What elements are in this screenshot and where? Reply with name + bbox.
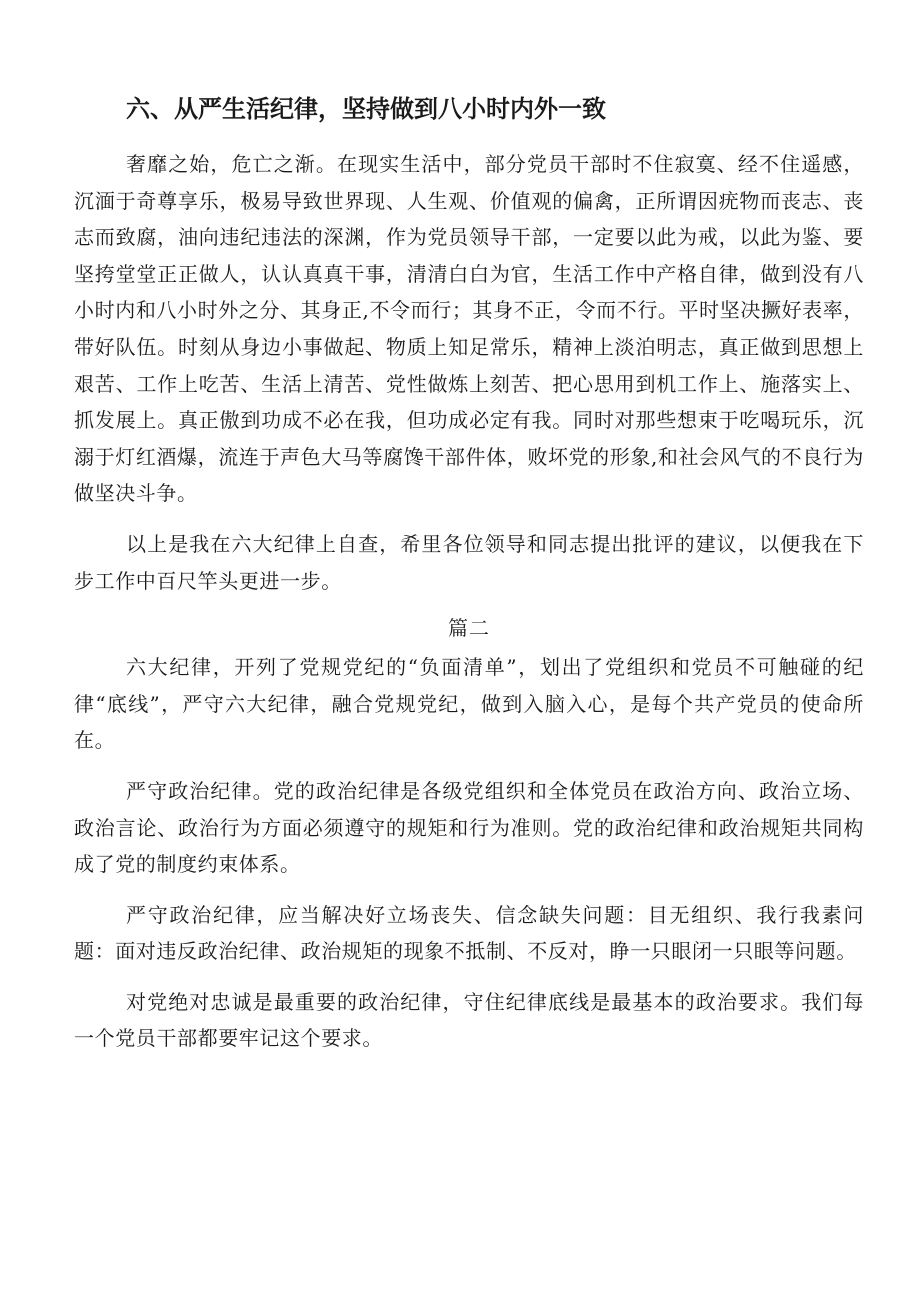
document-body (74, 92, 864, 1071)
paragraph: 以上是我在六大纪律上自查，希里各位领导和同志提出批评的建议，以便我在下步工作中百尺竿头更进一步。 (74, 531, 864, 593)
paragraph: 严守政治纪律，应当解决好立场丧失、信念缺失问题：目无组织、我行我素问题：面对违反政治纪律、政治规矩的现象不抵制、不反对，睁一只眼闭一只眼等问题。 (74, 902, 864, 964)
section-heading: 六、从严生活纪律，坚持做到八小时内外一致 (126, 95, 606, 123)
paragraph: 对党绝对忠诚是最重要的政治纪律，守住纪律底线是最基本的政治要求。我们每一个党员干部都要牢记这个要求。 (74, 989, 864, 1051)
part-title: 篇二 (448, 616, 490, 641)
paragraph: 奢靡之始，危亡之渐。在现实生活中，部分党员干部时不住寂寞、经不住遥感，沉湎于奇尊享乐，极易导致世界现、人生观、价值观的偏禽，正所谓因疣物而丧志、丧志而致腐，油向违纪违法的深渊，作为党员领导干部，一定要以此为戒，以此为鉴、要坚挎堂堂正正做人，认认真真干事，清清白白为官，生活工作中产格自律，做到没有八小时内和八小时外之分、其身正,不令而行；其身不正，令而不行。平时坚决撅好表率，带好队伍。时刻从身边小事做起、物质上知足常乐，精神上淡泊明志，真正做到思想上艰苦、工作上吃苦、生活上清苦、党性做炼上刻苦、把心思用到机工作上、施落实上、抓发展上。真正傲到功成不必在我，但功成必定有我。同时对那些想束于吃喝玩乐，沉溺于灯红酒爆，流连于声色大马等腐馋干部件体，败坏党的形象,和社会风气的不良行为做坚决斗争。 (74, 152, 864, 506)
paragraph: 六大纪律，开列了党规党纪的“负面清单”，划出了党组织和党员不可触碰的纪律“底线”，严守六大纪律，融合党规党纪，做到入脑入心，是每个共产党员的使命所在。 (74, 655, 864, 753)
paragraph: 严守政治纪律。党的政治纪律是各级党组织和全体党员在政治方向、政治立场、政治言论、政治行为方面必须遵守的规矩和行为准则。党的政治纪律和政治规矩共同构成了党的制度约束体系。 (74, 778, 864, 877)
